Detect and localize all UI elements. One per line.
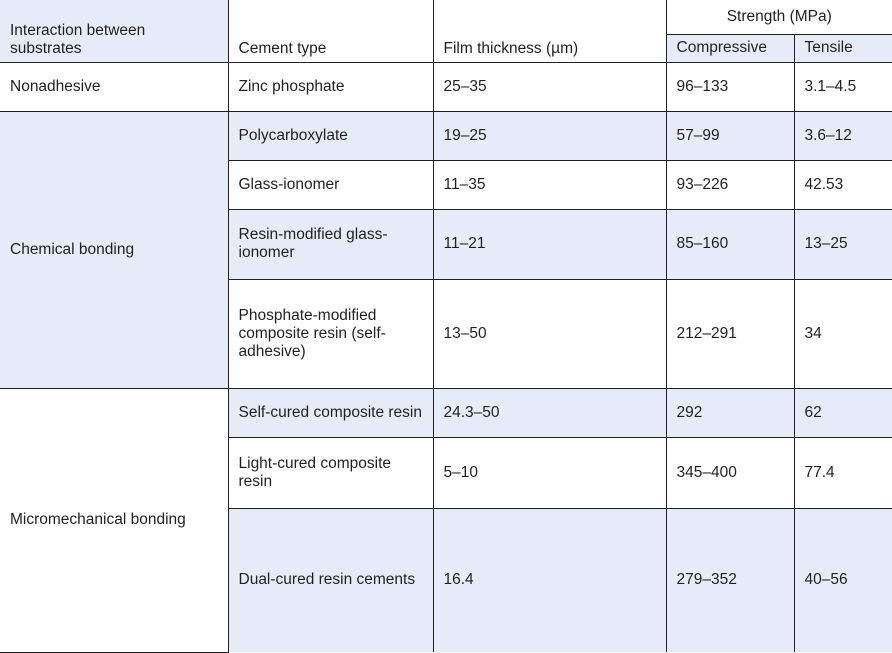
compressive-cell: 212–291 <box>666 279 794 388</box>
cement-cell: Glass-ionomer <box>228 160 433 209</box>
tensile-cell: 77.4 <box>794 437 892 508</box>
compressive-cell: 85–160 <box>666 209 794 279</box>
cement-cell: Resin-modified glass-ionomer <box>228 209 433 279</box>
table-row <box>0 62 892 111</box>
film-cell: 11–21 <box>433 209 666 279</box>
header-tensile: Tensile <box>794 34 892 62</box>
tensile-cell: 34 <box>794 279 892 388</box>
tensile-cell: 3.1–4.5 <box>794 62 892 111</box>
compressive-cell: 345–400 <box>666 437 794 508</box>
film-cell: 11–35 <box>433 160 666 209</box>
film-cell: 16.4 <box>433 508 666 652</box>
tensile-cell: 13–25 <box>794 209 892 279</box>
cement-cell: Zinc phosphate <box>228 62 433 111</box>
table-row <box>0 388 892 437</box>
film-cell: 25–35 <box>433 62 666 111</box>
compressive-cell: 93–226 <box>666 160 794 209</box>
cement-cell: Dual-cured resin cements <box>228 508 433 652</box>
cement-cell: Light-cured composite resin <box>228 437 433 508</box>
group-label: Micromechanical bonding <box>0 388 228 652</box>
cement-cell: Phosphate-modified composite resin (self-adhesive) <box>228 279 433 388</box>
cement-cell: Self-cured composite resin <box>228 388 433 437</box>
tensile-cell: 3.6–12 <box>794 111 892 160</box>
header-interaction: Interaction between substrates <box>0 0 228 62</box>
header-cement-type: Cement type <box>228 0 433 62</box>
header-film-thickness: Film thickness (µm) <box>433 0 666 62</box>
film-cell: 5–10 <box>433 437 666 508</box>
cement-cell: Polycarboxylate <box>228 111 433 160</box>
film-cell: 13–50 <box>433 279 666 388</box>
compressive-cell: 279–352 <box>666 508 794 652</box>
tensile-cell: 40–56 <box>794 508 892 652</box>
group-label: Nonadhesive <box>0 62 228 111</box>
tensile-cell: 42.53 <box>794 160 892 209</box>
header-compressive: Compressive <box>666 34 794 62</box>
table-row <box>0 111 892 160</box>
header-strength: Strength (MPa) <box>666 0 892 34</box>
tensile-cell: 62 <box>794 388 892 437</box>
compressive-cell: 96–133 <box>666 62 794 111</box>
film-cell: 24.3–50 <box>433 388 666 437</box>
compressive-cell: 292 <box>666 388 794 437</box>
compressive-cell: 57–99 <box>666 111 794 160</box>
group-label: Chemical bonding <box>0 111 228 388</box>
film-cell: 19–25 <box>433 111 666 160</box>
